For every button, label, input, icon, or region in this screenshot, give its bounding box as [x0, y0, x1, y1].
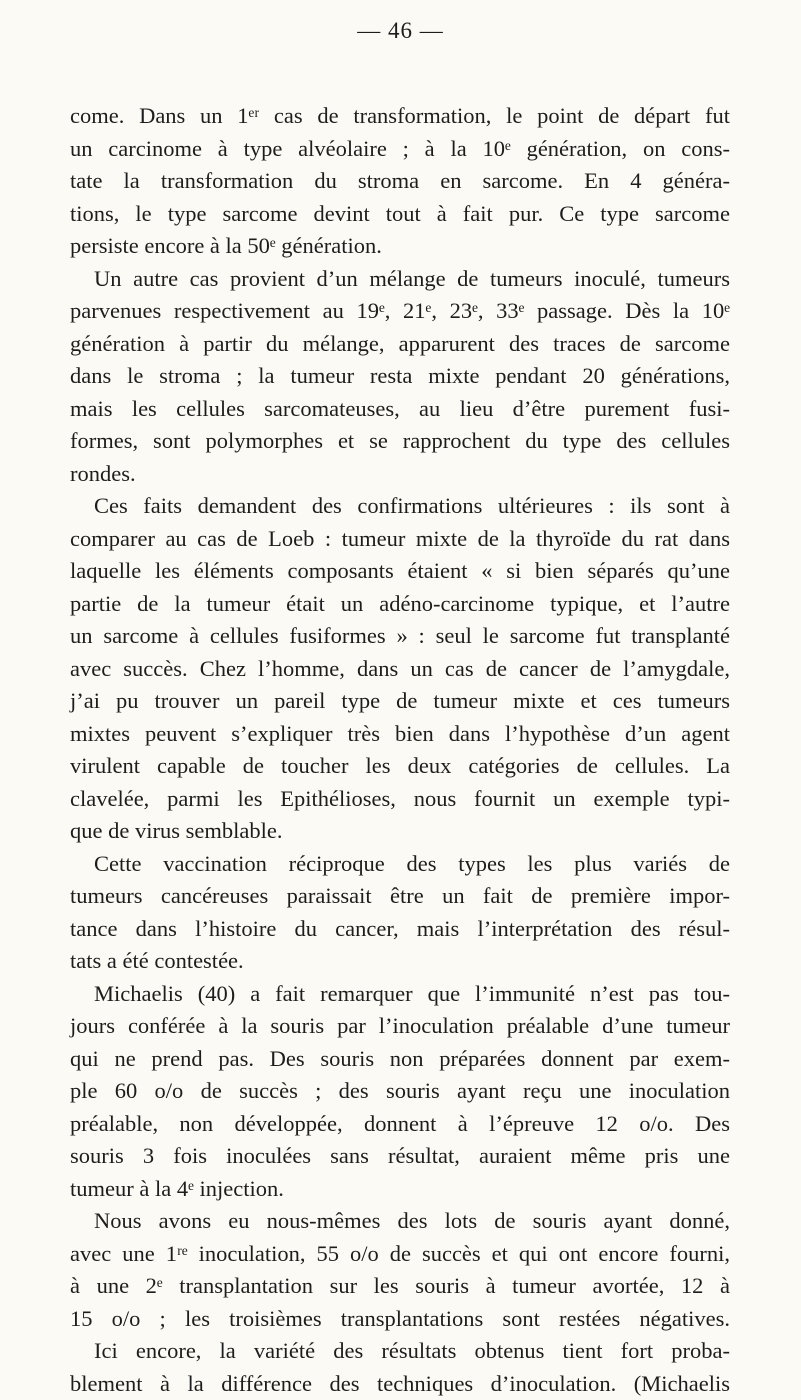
text-line: come. Dans un 1ᵉʳ cas de transformation, le point de départ fut — [70, 100, 730, 133]
text-line: blement à la différence des techniques d’inoculation. (Michaelis — [70, 1368, 730, 1400]
text-line: 15 o/o ; les troisièmes transplantations sont restées négatives. — [70, 1303, 730, 1336]
text-line: qui ne prend pas. Des souris non préparées donnent par exem- — [70, 1043, 730, 1076]
text-line: préalable, non développée, donnent à l’épreuve 12 o/o. Des — [70, 1108, 730, 1141]
text-line: tance dans l’histoire du cancer, mais l’interprétation des résul- — [70, 913, 730, 946]
text-line: laquelle les éléments composants étaient « si bien séparés qu’une — [70, 555, 730, 588]
text-line: génération à partir du mélange, apparurent des traces de sarcome — [70, 328, 730, 361]
text-line: comparer au cas de Loeb : tumeur mixte de la thyroïde du rat dans — [70, 523, 730, 556]
text-line: tions, le type sarcome devint tout à fait pur. Ce type sarcome — [70, 198, 730, 231]
text-line: souris 3 fois inoculées sans résultat, auraient même pris une — [70, 1140, 730, 1173]
body-text — [70, 100, 730, 1400]
text-line: avec une 1ʳᵉ inoculation, 55 o/o de succès et qui ont encore fourni, — [70, 1238, 730, 1271]
text-line: mais les cellules sarcomateuses, au lieu d’être purement fusi- — [70, 393, 730, 426]
text-line: jours conférée à la souris par l’inoculation préalable d’une tumeur — [70, 1010, 730, 1043]
text-line: Ici encore, la variété des résultats obtenus tient fort proba- — [70, 1335, 730, 1368]
text-line: parvenues respectivement au 19ᵉ, 21ᵉ, 23ᵉ, 33ᵉ passage. Dès la 10ᵉ — [70, 295, 730, 328]
text-line: tumeurs cancéreuses paraissait être un fait de première impor- — [70, 880, 730, 913]
text-line: persiste encore à la 50ᵉ génération. — [70, 230, 730, 263]
text-line: que de virus semblable. — [70, 815, 730, 848]
text-line: formes, sont polymorphes et se rapprochent du type des cellules — [70, 425, 730, 458]
text-line: virulent capable de toucher les deux catégories de cellules. La — [70, 750, 730, 783]
text-line: j’ai pu trouver un pareil type de tumeur mixte et ces tumeurs — [70, 685, 730, 718]
text-line: tumeur à la 4ᵉ injection. — [70, 1173, 730, 1206]
text-line: mixtes peuvent s’expliquer très bien dans l’hypothèse d’un agent — [70, 718, 730, 751]
text-line: un sarcome à cellules fusiformes » : seul le sarcome fut transplanté — [70, 620, 730, 653]
text-line: Ces faits demandent des confirmations ultérieures : ils sont à — [70, 490, 730, 523]
text-line: clavelée, parmi les Epithélioses, nous fournit un exemple typi- — [70, 783, 730, 816]
text-line: tats a été contestée. — [70, 945, 730, 978]
text-line: avec succès. Chez l’homme, dans un cas de cancer de l’amygdale, — [70, 653, 730, 686]
text-line: Un autre cas provient d’un mélange de tumeurs inoculé, tumeurs — [70, 263, 730, 296]
text-line: dans le stroma ; la tumeur resta mixte pendant 20 générations, — [70, 360, 730, 393]
text-line: Michaelis (40) a fait remarquer que l’immunité n’est pas tou- — [70, 978, 730, 1011]
text-line: un carcinome à type alvéolaire ; à la 10ᵉ génération, on cons- — [70, 133, 730, 166]
text-line: tate la transformation du stroma en sarcome. En 4 généra- — [70, 165, 730, 198]
text-line: Nous avons eu nous-mêmes des lots de souris ayant donné, — [70, 1205, 730, 1238]
text-line: partie de la tumeur était un adéno-carcinome typique, et l’autre — [70, 588, 730, 621]
text-line: ple 60 o/o de succès ; des souris ayant reçu une inoculation — [70, 1075, 730, 1108]
text-line: Cette vaccination réciproque des types les plus variés de — [70, 848, 730, 881]
text-line: à une 2ᵉ transplantation sur les souris à tumeur avortée, 12 à — [70, 1270, 730, 1303]
text-line: rondes. — [70, 458, 730, 491]
page-number: — 46 — — [0, 18, 801, 44]
